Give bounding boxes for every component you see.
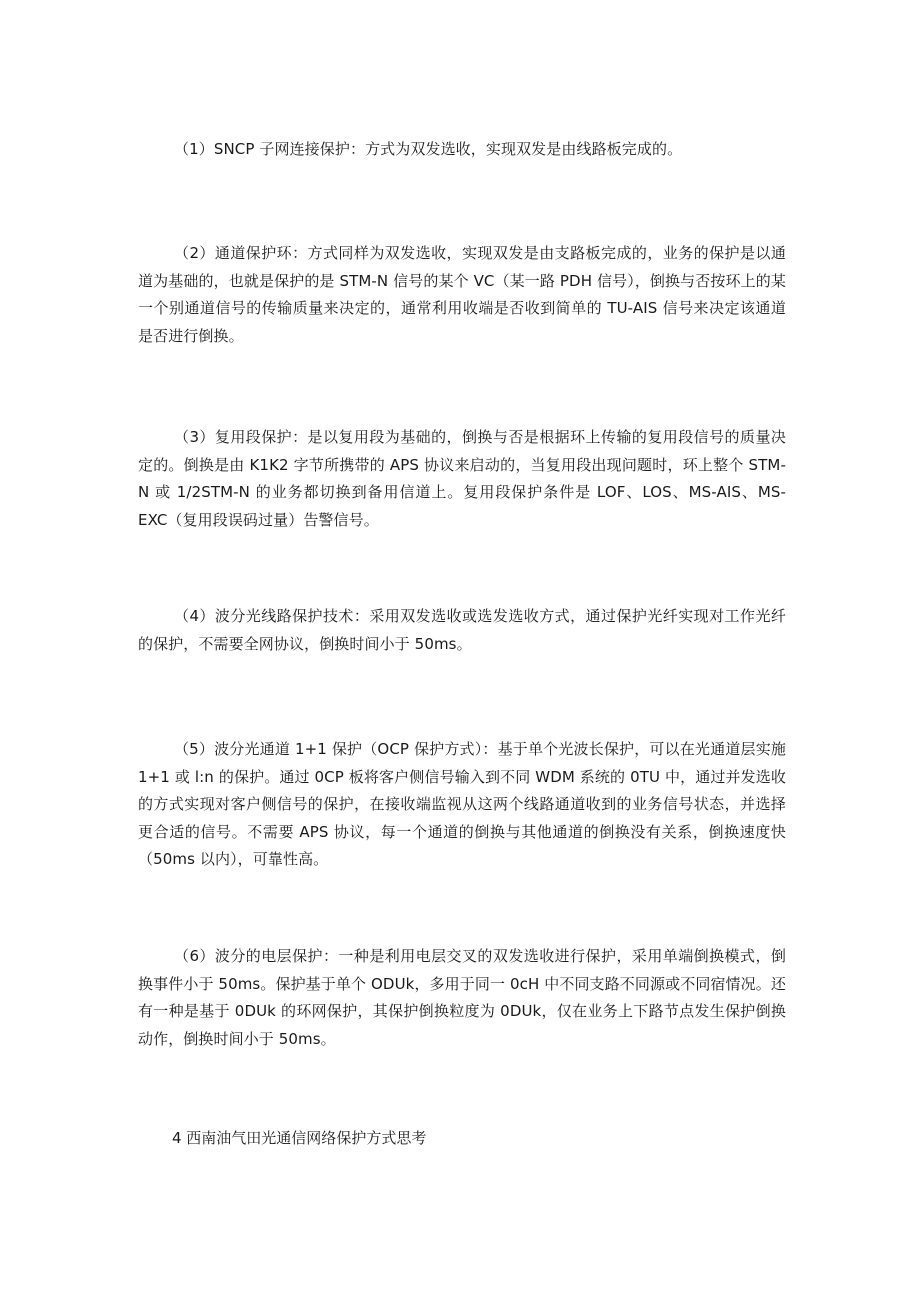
paragraph-sncp-protection: （1）SNCP 子网连接保护：方式为双发选收，实现双发是由线路板完成的。: [174, 140, 683, 158]
paragraph-channel-protection-ring: （2）通道保护环：方式同样为双发选收，实现双发是由支路板完成的，业务的保护是以通道为基础的，也就是保护的是 STM-N 信号的某个 VC（某一路 PDH 信号），倒换与否按环上的某一个别通道信号的传输质量来决定的，通常利用收端是否收到简单的 TU-AIS 信号来决定该通道是否进行倒换。: [138, 244, 786, 345]
paragraph-multiplex-section-protection: （3）复用段保护：是以复用段为基础的，倒换与否是根据环上传输的复用段信号的质量决定的。倒换是由 K1K2 字节所携带的 APS 协议来启动的，当复用段出现问题时，环上整个 STM-N 或 1/2STM-N 的业务都切换到备用信道上。复用段保护条件是 LOF、LOS、MS-AIS、MS-EXC（复用段误码过量）告警信号。: [138, 428, 786, 529]
section-heading: 4 西南油气田光通信网络保护方式思考: [172, 1129, 427, 1147]
paragraph-wdm-line-protection: （4）波分光线路保护技术：采用双发选收或选发选收方式，通过保护光纤实现对工作光纤的保护，不需要全网协议，倒换时间小于 50ms。: [138, 607, 786, 653]
paragraph-wdm-channel-ocp-protection: （5）波分光通道 1+1 保护（OCP 保护方式）：基于单个光波长保护，可以在光通道层实施 1+1 或 l:n 的保护。通过 0CP 板将客户侧信号输入到不同 WDM 系统的 0TU 中，通过并发选收的方式实现对客户侧信号的保护，在接收端监视从这两个线路通道收到的业务信号状态，并选择更合适的信号。不需要 APS 协议，每一个通道的倒换与其他通道的倒换没有关系，倒换速度快（50ms 以内），可靠性高。: [138, 740, 786, 868]
paragraph-wdm-electrical-layer-protection: （6）波分的电层保护：一种是利用电层交叉的双发选收进行保护，采用单端倒换模式，倒换事件小于 50ms。保护基于单个 ODUk，多用于同一 0cH 中不同支路不同源或不同宿情况。还有一种是基于 0DUk 的环网保护，其保护倒换粒度为 0DUk，仅在业务上下路节点发生保护倒换动作，倒换时间小于 50ms。: [138, 947, 786, 1048]
